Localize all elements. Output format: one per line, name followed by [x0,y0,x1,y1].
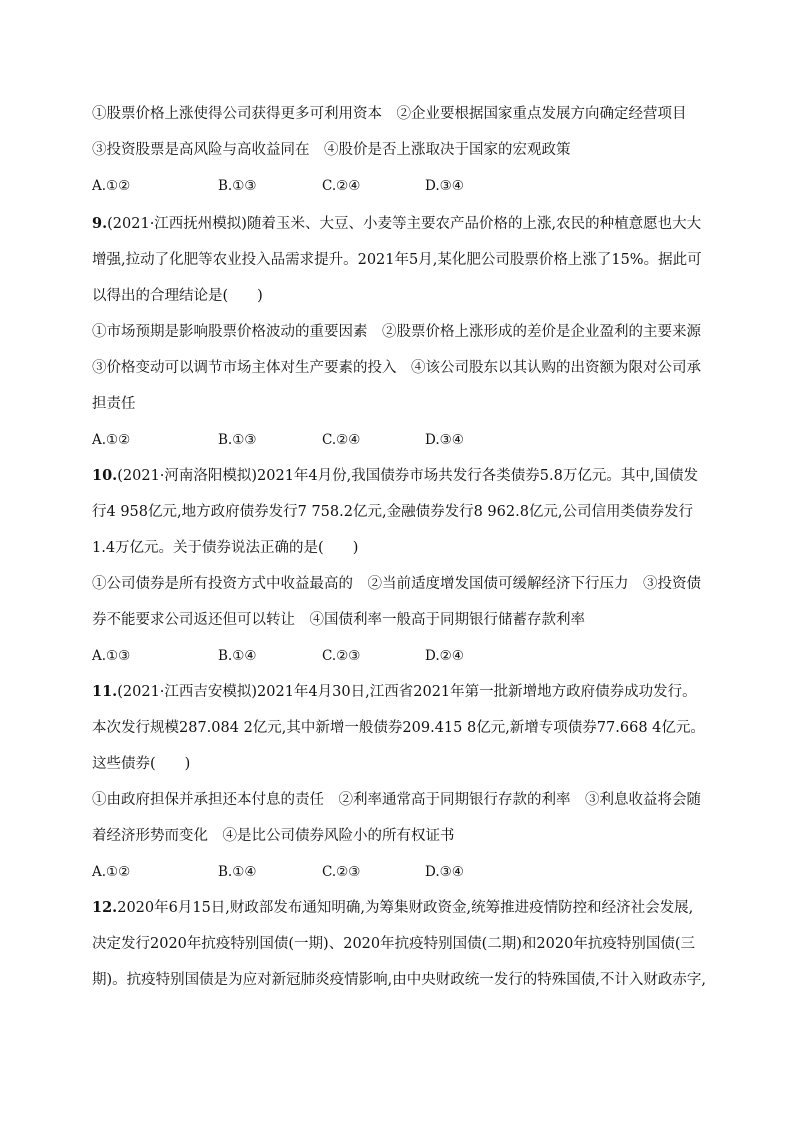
q9-statements-line-2: ③价格变动可以调节市场主体对生产要素的投入 ④该公司股东以其认购的出资额为限对公司承 [92,360,701,376]
q8-option-c: C.②④ [322,178,361,194]
q9-option-b: B.①③ [218,432,257,448]
q9-stem-line-1 [92,214,712,234]
q8-option-a: A.①② [92,178,131,194]
q10-option-d: D.②④ [425,648,464,664]
q9-statements-line-1: ①市场预期是影响股票价格波动的重要因素 ②股票价格上涨形成的差价是企业盈利的主要来源 [92,324,701,340]
q8-option-b: B.①③ [218,178,257,194]
q10-option-a: A.①③ [92,648,131,664]
q9-stem-line-2: 增强,拉动了化肥等农业投入品需求提升。2021年5月,某化肥公司股票价格上涨了15%。据此可 [92,252,702,268]
q11-statements-line-1: ①由政府担保并承担还本付息的责任 ②利率通常高于同期银行存款的利率 ③利息收益将会随 [92,792,701,808]
q12-stem-line-1 [92,898,712,918]
q9-stem-line-3: 以得出的合理结论是( ) [92,288,263,304]
q10-option-b: B.①④ [218,648,257,664]
q9-statements-line-3: 担责任 [92,396,136,412]
q10-statements-line-1: ①公司债券是所有投资方式中收益最高的 ②当前适度增发国债可缓解经济下行压力 ③投资债 [92,576,701,592]
q12-stem-line-2: 决定发行2020年抗疫特别国债(一期)、2020年抗疫特别国债(二期)和2020年抗疫特别国债(三 [92,936,695,952]
q12-number: 12. [92,899,118,916]
q11-stem-line-1 [92,682,712,702]
q9-stem-text: (2021·江西抚州模拟)随着玉米、大豆、小麦等主要农产品价格的上涨,农民的种植意愿也大大 [107,216,702,232]
q11-statements-line-2: 着经济形势而变化 ④是比公司债券风险小的所有权证书 [92,828,455,844]
q10-statements-line-2: 券不能要求公司返还但可以转让 ④国债利率一般高于同期银行储蓄存款利率 [92,612,585,628]
q10-stem-text: (2021·河南洛阳模拟)2021年4月份,我国债券市场共发行各类债券5.8万亿元。其中,国债发 [117,468,698,484]
q12-stem-line-3: 期)。抗疫特别国债是为应对新冠肺炎疫情影响,由中央财政统一发行的特殊国债,不计入财政赤字, [92,972,706,988]
q11-option-c: C.②③ [322,864,361,880]
q9-option-c: C.②④ [322,432,361,448]
q11-number: 11. [92,683,118,700]
q11-option-b: B.①④ [218,864,257,880]
q11-option-a: A.①② [92,864,131,880]
q8-statements-line-2: ③投资股票是高风险与高收益同在 ④股价是否上涨取决于国家的宏观政策 [92,142,571,158]
q11-stem-line-3: 这些债券( ) [92,756,191,772]
q11-option-d: D.③④ [425,864,464,880]
q12-stem-text: 2020年6月15日,财政部发布通知明确,为筹集财政资金,统筹推进疫情防控和经济社会发展, [117,900,694,916]
q8-statements-line-1: ①股票价格上涨使得公司获得更多可利用资本 ②企业要根据国家重点发展方向确定经营项目 [92,106,687,122]
q10-stem-line-3: 1.4万亿元。关于债券说法正确的是( ) [92,540,359,556]
q10-stem-line-1 [92,466,712,486]
q9-option-a: A.①② [92,432,131,448]
q11-stem-text: (2021·江西吉安模拟)2021年4月30日,江西省2021年第一批新增地方政府债券成功发行。 [117,684,697,700]
q11-stem-line-2: 本次发行规模287.084 2亿元,其中新增一般债券209.415 8亿元,新增专项债券77.668 4亿元。 [92,720,705,736]
q9-option-d: D.③④ [425,432,464,448]
q10-number: 10. [92,467,118,484]
q10-option-c: C.②③ [322,648,361,664]
q9-number: 9. [92,215,108,232]
q10-stem-line-2: 行4 958亿元,地方政府债券发行7 758.2亿元,金融债券发行8 962.8亿元,公司信用类债券发行 [92,504,694,520]
q8-option-d: D.③④ [425,178,464,194]
